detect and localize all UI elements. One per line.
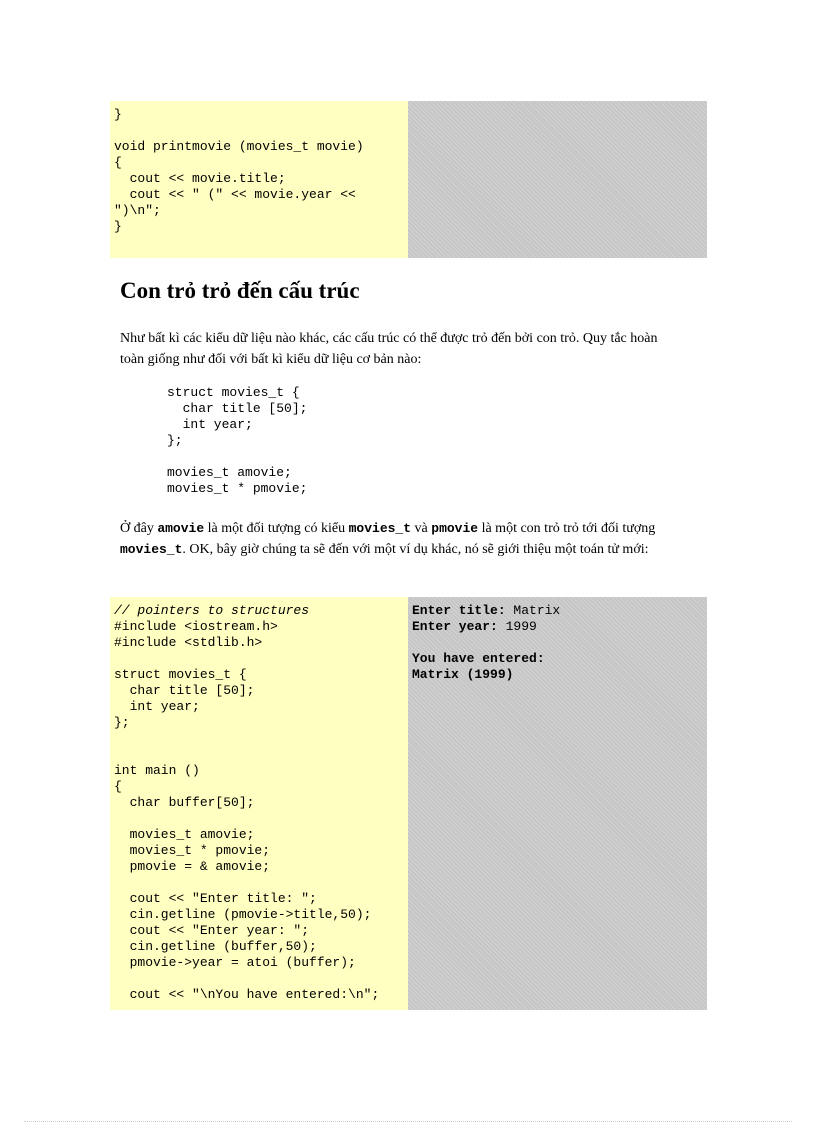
code-line: char buffer[50]; [114, 795, 255, 810]
code-line: }; [167, 433, 183, 448]
inline-code: movies_t [120, 542, 183, 557]
code-line [114, 875, 404, 891]
code-line [114, 811, 404, 827]
page-bottom-edge [24, 1121, 792, 1122]
code-line: { [114, 155, 122, 170]
intro-paragraph: Như bất kì các kiểu dữ liệu nào khác, các cấu trúc có thể được trỏ đến bởi con trỏ. Quy tắc hoàn toàn giống như đối với bất kì kiểu dữ liệu cơ bản nào: [120, 331, 658, 367]
output-pane [408, 101, 707, 258]
program-output [412, 603, 703, 683]
code-listing [114, 107, 404, 235]
code-line: char title [50]; [167, 401, 308, 416]
code-line: struct movies_t { [167, 385, 300, 400]
code-line: cin.getline (pmovie->title,50); [114, 907, 372, 922]
output-value: Matrix [505, 603, 561, 618]
code-line [167, 449, 307, 465]
output-prompt: Enter year: [412, 619, 498, 634]
code-line: movies_t * pmovie; [167, 481, 308, 496]
code-example-printmovie [110, 101, 707, 258]
explain-paragraph [120, 518, 680, 560]
code-line: movies_t amovie; [167, 465, 292, 480]
code-line: }; [114, 715, 130, 730]
output-value: 1999 [497, 619, 537, 634]
code-line [114, 123, 404, 139]
code-line [114, 971, 404, 987]
output-line [412, 635, 703, 651]
code-comment: // pointers to structures [114, 603, 310, 618]
code-line: #include <stdlib.h> [114, 635, 263, 650]
code-line [114, 747, 404, 763]
text-run: là một đối tượng có kiểu [204, 521, 349, 536]
section-heading: Con trỏ trỏ đến cấu trúc [120, 278, 360, 303]
output-line [412, 619, 703, 635]
code-line: } [114, 219, 122, 234]
output-line: Matrix (1999) [412, 667, 514, 682]
code-line: movies_t * pmovie; [114, 843, 271, 858]
inline-code: movies_t [348, 521, 412, 536]
text-run: là một con trỏ trỏ tới đối tượng [478, 521, 656, 536]
text-run: và [411, 521, 432, 536]
inline-code: pmovie [431, 521, 479, 536]
output-prompt: Enter title: [412, 603, 506, 618]
code-pane [110, 101, 408, 258]
code-line: int main () [114, 763, 200, 778]
code-line: cout << " (" << movie.year << [114, 187, 356, 202]
code-line [114, 731, 404, 747]
code-line: void printmovie (movies_t movie) [114, 139, 364, 154]
text-run: . OK, bây giờ chúng ta sẽ đến với một ví dụ khác, nó sẽ giới thiệu một toán tử mới: [182, 542, 649, 557]
code-line: pmovie->year = atoi (buffer); [114, 955, 356, 970]
code-line: } [114, 107, 122, 122]
code-line: int year; [167, 417, 253, 432]
code-line: cout << movie.title; [114, 171, 286, 186]
code-line: cin.getline (buffer,50); [114, 939, 317, 954]
code-line: ")\n"; [114, 203, 161, 218]
code-line: #include <iostream.h> [114, 619, 278, 634]
output-line [412, 603, 703, 619]
code-line [114, 651, 404, 667]
code-line: cout << "\nYou have entered:\n"; [114, 987, 380, 1002]
code-line: cout << "Enter year: "; [114, 923, 310, 938]
code-pane [110, 597, 408, 1010]
code-line: struct movies_t { [114, 667, 247, 682]
code-line: pmovie = & amovie; [114, 859, 271, 874]
inline-code: amovie [157, 521, 205, 536]
code-line: movies_t amovie; [114, 827, 255, 842]
code-listing [114, 603, 404, 1003]
code-line: { [114, 779, 122, 794]
code-line: char title [50]; [114, 683, 255, 698]
code-line: cout << "Enter title: "; [114, 891, 317, 906]
code-line: int year; [114, 699, 200, 714]
struct-snippet [167, 385, 307, 497]
output-pane [408, 597, 707, 1010]
code-example-pointers [110, 597, 707, 1010]
text-run: Ở đây [120, 521, 158, 536]
output-line: You have entered: [412, 651, 545, 666]
